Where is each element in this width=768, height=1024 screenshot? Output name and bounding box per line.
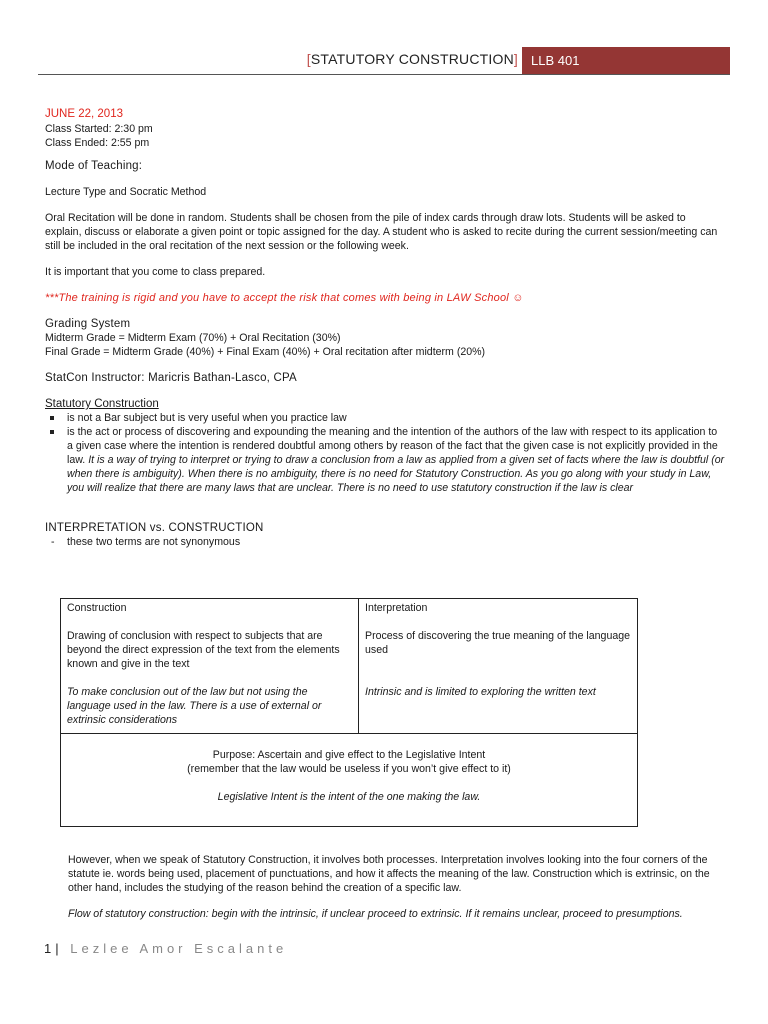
construction-definition: Drawing of conclusion with respect to subjects that are beyond the direct expression of the text from the elements known and give in the text xyxy=(67,630,340,670)
prepared-paragraph: It is important that you come to class prepared. xyxy=(45,266,266,278)
course-code: LLB 401 xyxy=(531,53,580,68)
legislative-intent: Legislative Intent is the intent of the one making the law. xyxy=(217,791,481,803)
interpretation-cell xyxy=(359,599,638,734)
list-item: is the act or process of discovering and expounding the meaning and the intention of the authors of the law with respect to its application to a given case where the intention is rendered doubtful among others by reason of the fact that the given case is not explicitly provided in the law. It is a way of trying to interpret or trying to draw a conclusion from a law as applied from a given set of facts where the law is doubtful (or when there is ambiguity). When there is no ambiguity, there is no need for Statutory Construction. As you go along with your study in Law, you will realize that there are many laws that are unclear. There is no need to use statutory construction if the law is clear xyxy=(67,426,725,494)
footer-separator: | xyxy=(55,941,63,956)
interpretation-note: Intrinsic and is limited to exploring the written text xyxy=(365,686,596,698)
footer-author: Lezlee Amor Escalante xyxy=(70,941,288,956)
training-warning: ***The training is rigid and you have to accept the risk that comes with being in LAW School ☺ xyxy=(45,292,524,304)
statcon-bullets xyxy=(45,411,725,495)
closing-section xyxy=(68,853,723,921)
course-code-badge xyxy=(522,47,730,75)
page-number: 1 xyxy=(44,941,56,956)
session-date: JUNE 22, 2013 xyxy=(45,108,123,120)
mode-heading: Mode of Teaching: xyxy=(45,160,143,172)
midterm-grade-formula: Midterm Grade = Midterm Exam (70%) + Oral Recitation (30%) xyxy=(45,332,341,344)
instructor-line: StatCon Instructor: Maricris Bathan-Lasco, CPA xyxy=(45,372,297,384)
recitation-paragraph: Oral Recitation will be done in random. Students shall be chosen from the pile of index cards through draw lots. Students will be asked to explain, discuss or elaborate a given point or topic assigned for the day. A student who is asked to recite during the current session/meeting can still be included in the oral recitation of the next session or the following week. xyxy=(45,212,718,252)
header-title-text: STATUTORY CONSTRUCTION xyxy=(310,51,514,67)
interpretation-definition: Process of discovering the true meaning of the language used xyxy=(365,630,631,656)
table-row xyxy=(61,599,638,734)
class-started: Class Started: 2:30 pm xyxy=(45,123,153,135)
page-footer xyxy=(44,942,287,956)
comparison-note: - these two terms are not synonymous xyxy=(45,535,725,549)
bracket-open: [ xyxy=(306,51,311,67)
class-ended: Class Ended: 2:55 pm xyxy=(45,137,150,149)
document-body xyxy=(45,107,725,549)
comparison-table xyxy=(60,598,638,827)
purpose-text: Purpose: Ascertain and give effect to the Legislative Intent xyxy=(212,749,486,761)
comparison-heading: INTERPRETATION vs. CONSTRUCTION xyxy=(45,522,264,534)
teaching-type: Lecture Type and Socratic Method xyxy=(45,186,207,198)
construction-title: Construction xyxy=(67,602,127,614)
statcon-italic-note: It is a way of trying to interpret or trying to draw a conclusion from a law as applied from a given set of facts where the law is doubtful (or when there is ambiguity). When there is no ambiguity, there is no need for Statutory Construction. As you go along with your study in Law, you will realize that there are many laws that are unclear. There is no need to use statutory construction if the law is clear xyxy=(67,454,725,494)
interpretation-title: Interpretation xyxy=(365,602,428,614)
statcon-heading: Statutory Construction xyxy=(45,398,159,410)
final-grade-formula: Final Grade = Midterm Grade (40%) + Final Exam (40%) + Oral recitation after midterm (20%) xyxy=(45,346,486,358)
grading-heading: Grading System xyxy=(45,318,131,330)
document-header-title xyxy=(250,52,518,66)
header-divider xyxy=(38,74,730,75)
table-row xyxy=(61,734,638,827)
purpose-cell xyxy=(61,734,638,827)
construction-cell xyxy=(61,599,359,734)
construction-note: To make conclusion out of the law but not using the language used in the law. There is a use of external or extrinsic considerations xyxy=(67,686,322,726)
purpose-note: (remember that the law would be useless if you won’t give effect to it) xyxy=(187,763,511,775)
bracket-close: ] xyxy=(513,51,518,67)
processes-paragraph: However, when we speak of Statutory Construction, it involves both processes. Interpretation involves looking into the four corners of the statute ie. words being used, placement of punctuations, and how it affects the meaning of the law. Construction which is extrinsic, on the other hand, includes the studying of the reason behind the creation of a specific law. xyxy=(68,854,710,894)
flow-paragraph: Flow of statutory construction: begin with the intrinsic, if unclear proceed to extrinsic. If it remains unclear, proceed to presumptions. xyxy=(68,908,683,920)
list-item: is not a Bar subject but is very useful when you practice law xyxy=(67,411,725,425)
